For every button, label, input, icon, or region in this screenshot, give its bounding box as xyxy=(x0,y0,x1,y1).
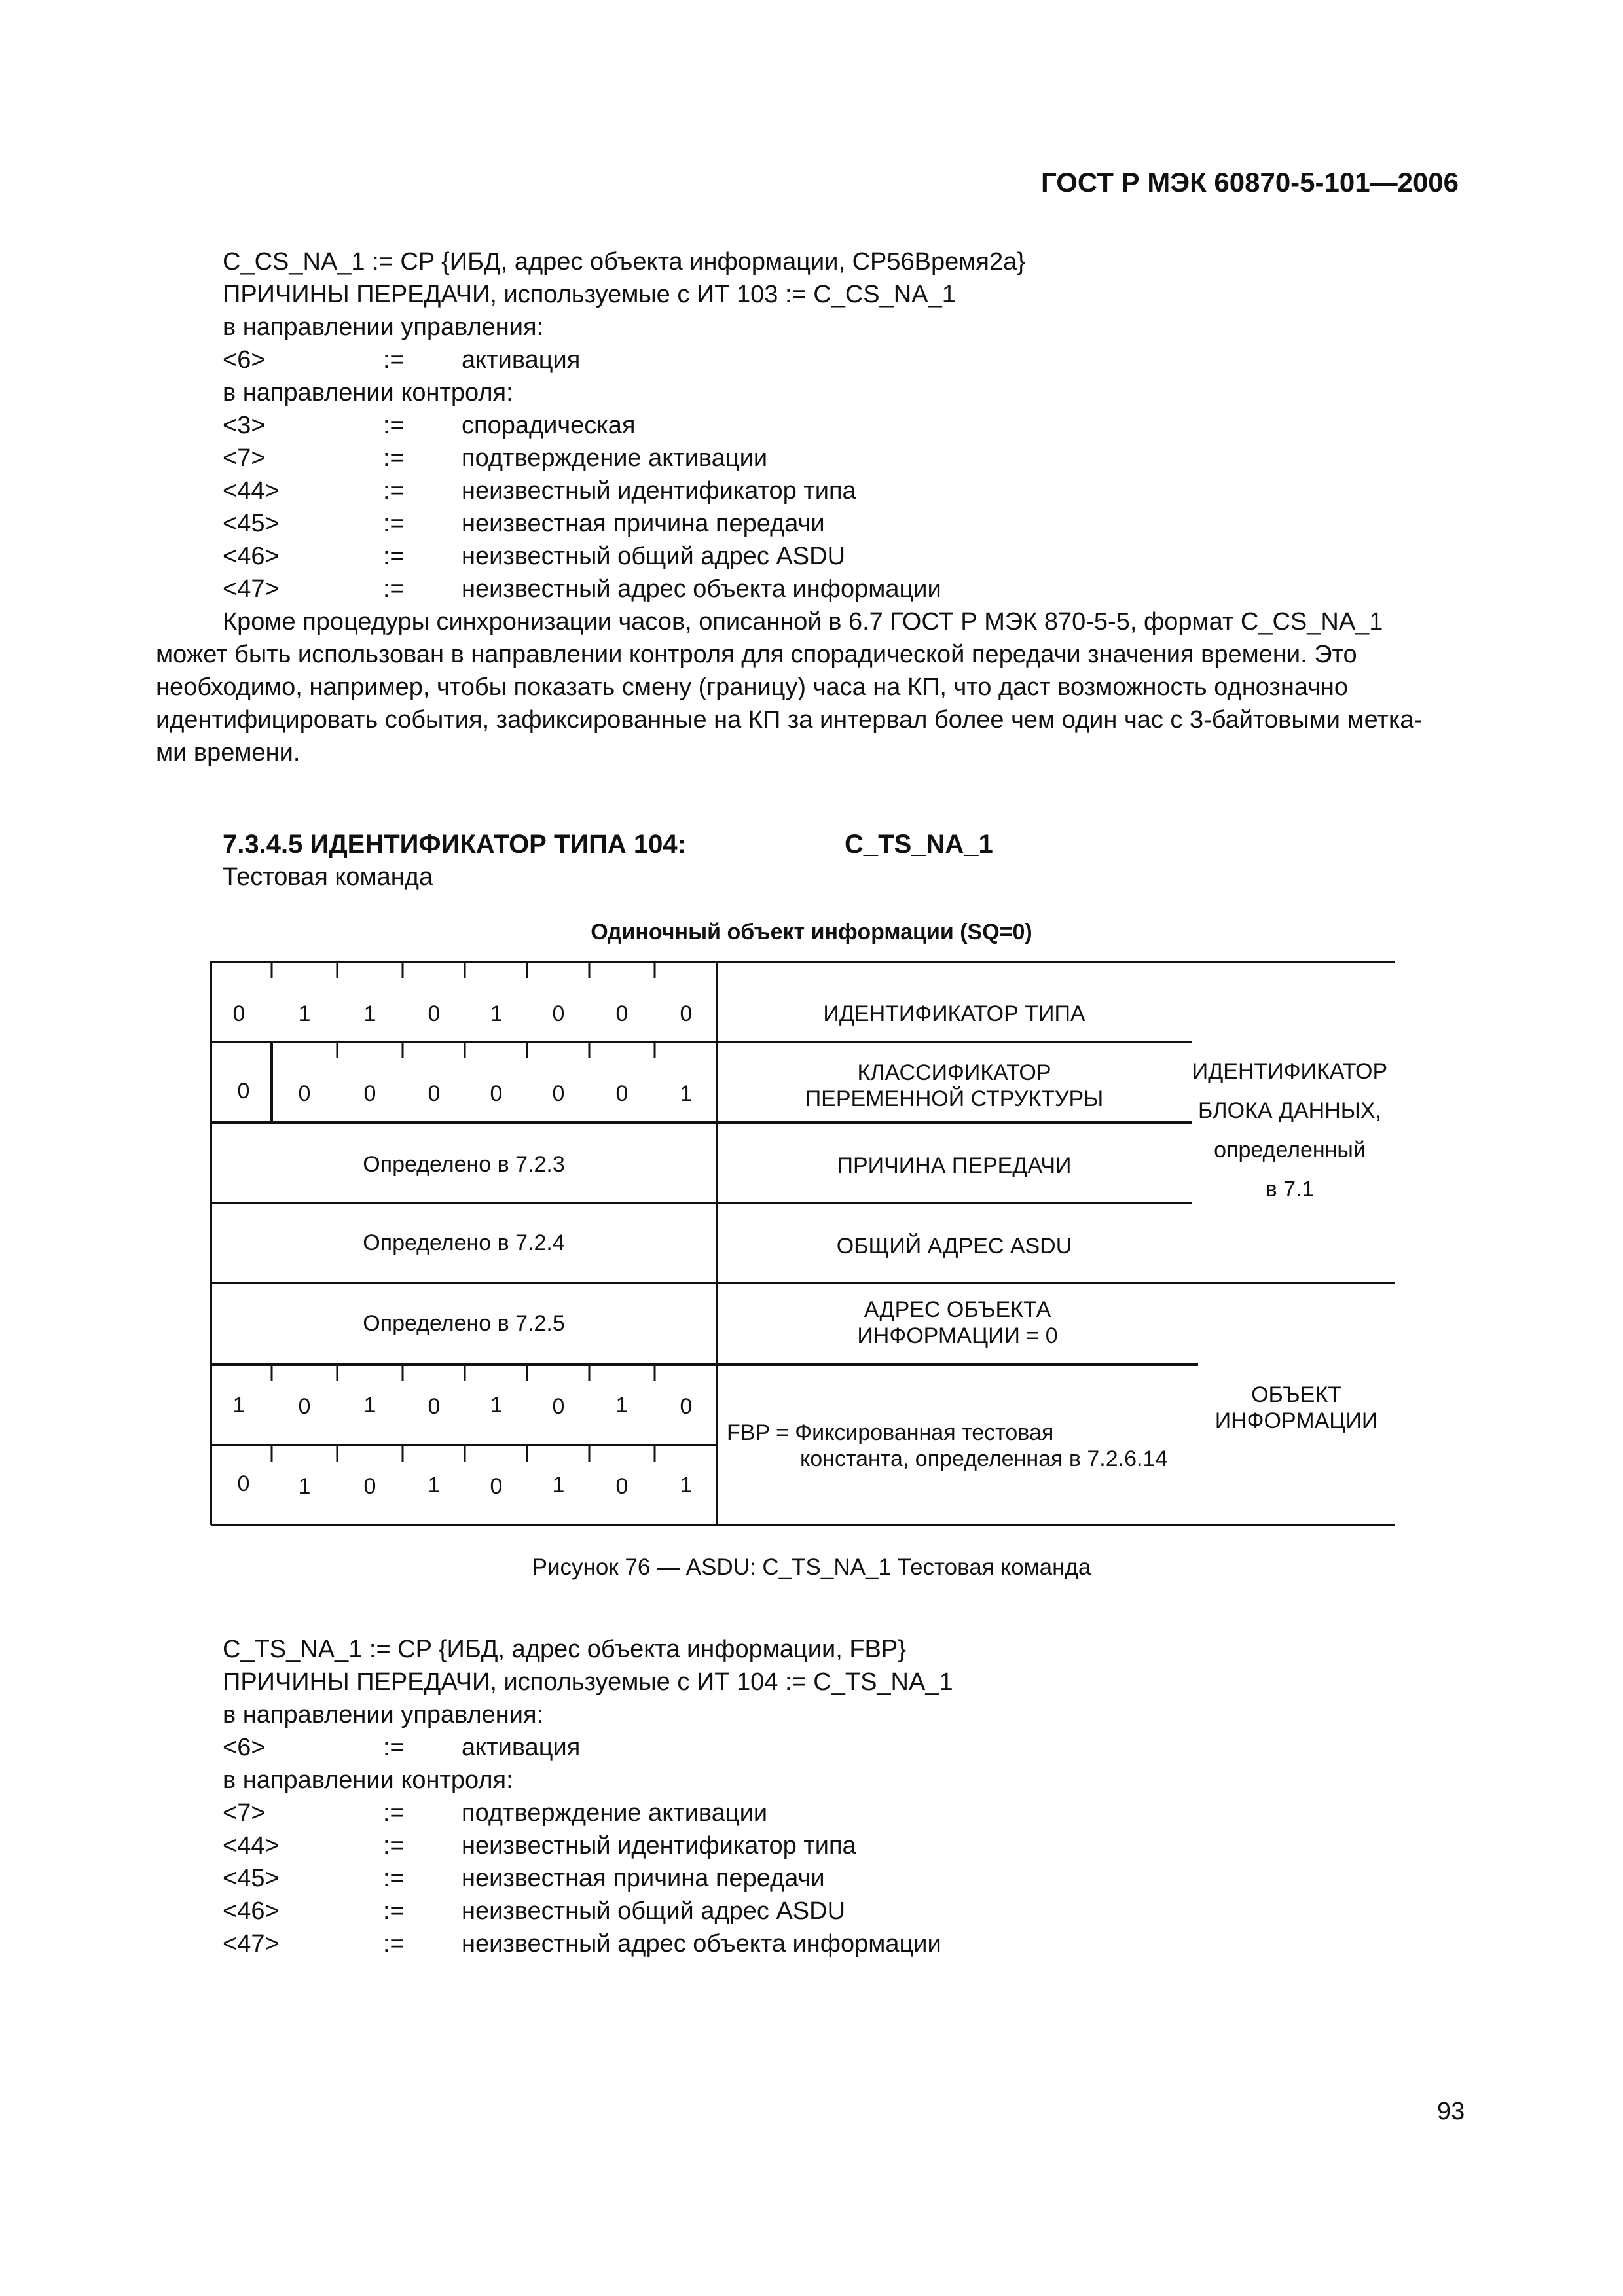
cot-assign: := xyxy=(383,1930,405,1958)
bit: 0 xyxy=(237,1471,250,1496)
bit: 1 xyxy=(490,1393,503,1418)
bit: 0 xyxy=(428,1001,441,1026)
paragraph-line: идентифицировать события, зафиксированные на КП за интервал более чем один час с 3-байтовыми метка- xyxy=(156,706,1423,734)
bit: 0 xyxy=(298,1081,311,1106)
table-title: Одиночный объект информации (SQ=0) xyxy=(591,920,1032,944)
bit: 1 xyxy=(552,1473,565,1498)
bit: 1 xyxy=(615,1393,629,1418)
bit: 1 xyxy=(232,1393,246,1418)
cot-assign: := xyxy=(383,477,405,505)
cot-assign: := xyxy=(383,1897,405,1925)
bit: 0 xyxy=(680,1394,693,1419)
bit: 0 xyxy=(615,1081,629,1106)
bit: 1 xyxy=(490,1001,503,1026)
bit: 1 xyxy=(680,1081,693,1106)
bit: 1 xyxy=(298,1001,311,1026)
bit: 0 xyxy=(490,1474,503,1499)
bit: 0 xyxy=(490,1081,503,1106)
common-address-label: ОБЩИЙ АДРЕС ASDU xyxy=(836,1234,1072,1259)
bit: 0 xyxy=(615,1474,629,1499)
cot-code: <6> xyxy=(223,346,266,374)
side-label-line: БЛОКА ДАННЫХ, xyxy=(1197,1098,1382,1123)
paragraph-line: может быть использован в направлении контроля для спорадической передачи значения времени. Это xyxy=(156,641,1357,668)
bit: 0 xyxy=(428,1394,441,1419)
cot-code: <3> xyxy=(223,412,266,439)
cot-title-104: ПРИЧИНЫ ПЕРЕДАЧИ, используемые с ИТ 104 := C_TS_NA_1 xyxy=(223,1668,953,1696)
page-number: 93 xyxy=(1437,2098,1465,2125)
bit: 0 xyxy=(298,1394,311,1419)
side-label-line: определенный xyxy=(1214,1138,1366,1162)
cot-text: неизвестная причина передачи xyxy=(462,1865,825,1892)
bit: 0 xyxy=(552,1001,565,1026)
cot-text: подтверждение активации xyxy=(462,1799,768,1827)
cot-assign: := xyxy=(383,1734,405,1761)
vsq-label-line-1: КЛАССИФИКАТОР xyxy=(857,1060,1051,1085)
ioa-definition: Определено в 7.2.5 xyxy=(363,1311,565,1336)
bit: 1 xyxy=(298,1474,311,1499)
bit: 1 xyxy=(363,1001,376,1026)
side-label-line: в 7.1 xyxy=(1265,1177,1315,1202)
vsq-label-line-2: ПЕРЕМЕННОЙ СТРУКТУРЫ xyxy=(805,1086,1104,1111)
document-header: ГОСТ Р МЭК 60870-5-101—2006 xyxy=(1041,167,1459,198)
bit: 0 xyxy=(615,1001,629,1026)
cot-field-label: ПРИЧИНА ПЕРЕДАЧИ xyxy=(837,1153,1072,1178)
side-label-line: ОБЪЕКТ xyxy=(1251,1382,1341,1407)
cot-assign: := xyxy=(383,1832,405,1859)
bit: 0 xyxy=(363,1081,376,1106)
side-label-line: ИДЕНТИФИКАТОР xyxy=(1192,1059,1388,1084)
side-label-line: ИНФОРМАЦИИ xyxy=(1214,1408,1378,1433)
direction-monitor-label: в направлении контроля: xyxy=(223,379,513,406)
cot-text: подтверждение активации xyxy=(462,444,768,472)
cot-code: <7> xyxy=(223,444,266,472)
common-address-definition: Определено в 7.2.4 xyxy=(363,1230,565,1255)
bit: 1 xyxy=(363,1393,376,1418)
cot-assign: := xyxy=(383,412,405,439)
cot-code: <45> xyxy=(223,510,280,537)
section-heading-code: C_TS_NA_1 xyxy=(845,830,993,859)
cot-code: <44> xyxy=(223,1832,280,1859)
cot-assign: := xyxy=(383,1799,405,1827)
cot-definition: Определено в 7.2.3 xyxy=(363,1152,565,1177)
type-id-label: ИДЕНТИФИКАТОР ТИПА xyxy=(823,1001,1085,1026)
figure-caption: Рисунок 76 — ASDU: C_TS_NA_1 Тестовая команда xyxy=(532,1554,1091,1580)
paragraph-line: необходимо, например, чтобы показать смену (границу) часа на КП, что даст возможность однозначно xyxy=(156,673,1349,701)
section-heading: 7.3.4.5 ИДЕНТИФИКАТОР ТИПА 104: xyxy=(223,830,686,859)
cot-code: <7> xyxy=(223,1799,266,1827)
formula-c-cs-na-1: C_CS_NA_1 := CP {ИБД, адрес объекта информации, CP56Время2a} xyxy=(223,248,1025,276)
formula-c-ts-na-1: C_TS_NA_1 := CP {ИБД, адрес объекта информации, FBP} xyxy=(223,1636,906,1663)
ioa-label-line-2: ИНФОРМАЦИИ = 0 xyxy=(857,1323,1058,1348)
cot-text: неизвестный идентификатор типа xyxy=(462,477,856,505)
bit: 1 xyxy=(680,1473,693,1498)
cot-code: <47> xyxy=(223,575,280,603)
ioa-label-line-1: АДРЕС ОБЪЕКТА xyxy=(864,1297,1051,1322)
cot-code: <47> xyxy=(223,1930,280,1958)
cot-text: спорадическая xyxy=(462,412,636,439)
direction-monitor-label: в направлении контроля: xyxy=(223,1767,513,1794)
cot-assign: := xyxy=(383,346,405,374)
bit: 0 xyxy=(552,1081,565,1106)
cot-text: неизвестный идентификатор типа xyxy=(462,1832,856,1859)
bit: 0 xyxy=(363,1474,376,1499)
section-subtitle: Тестовая команда xyxy=(223,863,433,891)
cot-code: <45> xyxy=(223,1865,280,1892)
bit: 0 xyxy=(237,1079,250,1103)
cot-code: <6> xyxy=(223,1734,266,1761)
cot-text: активация xyxy=(462,346,581,374)
bit: 1 xyxy=(428,1473,441,1498)
bit: 0 xyxy=(232,1001,246,1026)
direction-control-label: в направлении управления: xyxy=(223,314,544,341)
paragraph-line: Кроме процедуры синхронизации часов, описанной в 6.7 ГОСТ Р МЭК 870-5-5, формат C_CS_NA_1 xyxy=(223,608,1383,636)
fbp-label-line-1: FBP = Фиксированная тестовая xyxy=(727,1420,1054,1445)
cot-text: неизвестная причина передачи xyxy=(462,510,825,537)
bit: 0 xyxy=(428,1081,441,1106)
cot-assign: := xyxy=(383,575,405,603)
cot-assign: := xyxy=(383,1865,405,1892)
cot-title-103: ПРИЧИНЫ ПЕРЕДАЧИ, используемые с ИТ 103 := C_CS_NA_1 xyxy=(223,281,956,308)
cot-text: неизвестный общий адрес ASDU xyxy=(462,1897,846,1925)
cot-text: неизвестный адрес объекта информации xyxy=(462,575,941,603)
cot-code: <46> xyxy=(223,543,280,570)
cot-code: <44> xyxy=(223,477,280,505)
cot-assign: := xyxy=(383,444,405,472)
cot-assign: := xyxy=(383,510,405,537)
cot-code: <46> xyxy=(223,1897,280,1925)
paragraph-line: ми времени. xyxy=(156,739,301,766)
direction-control-label: в направлении управления: xyxy=(223,1701,544,1729)
cot-text: неизвестный адрес объекта информации xyxy=(462,1930,941,1958)
fbp-label-line-2: константа, определенная в 7.2.6.14 xyxy=(800,1446,1168,1471)
bit: 0 xyxy=(680,1001,693,1026)
bit: 0 xyxy=(552,1394,565,1419)
cot-assign: := xyxy=(383,543,405,570)
cot-text: неизвестный общий адрес ASDU xyxy=(462,543,846,570)
cot-text: активация xyxy=(462,1734,581,1761)
